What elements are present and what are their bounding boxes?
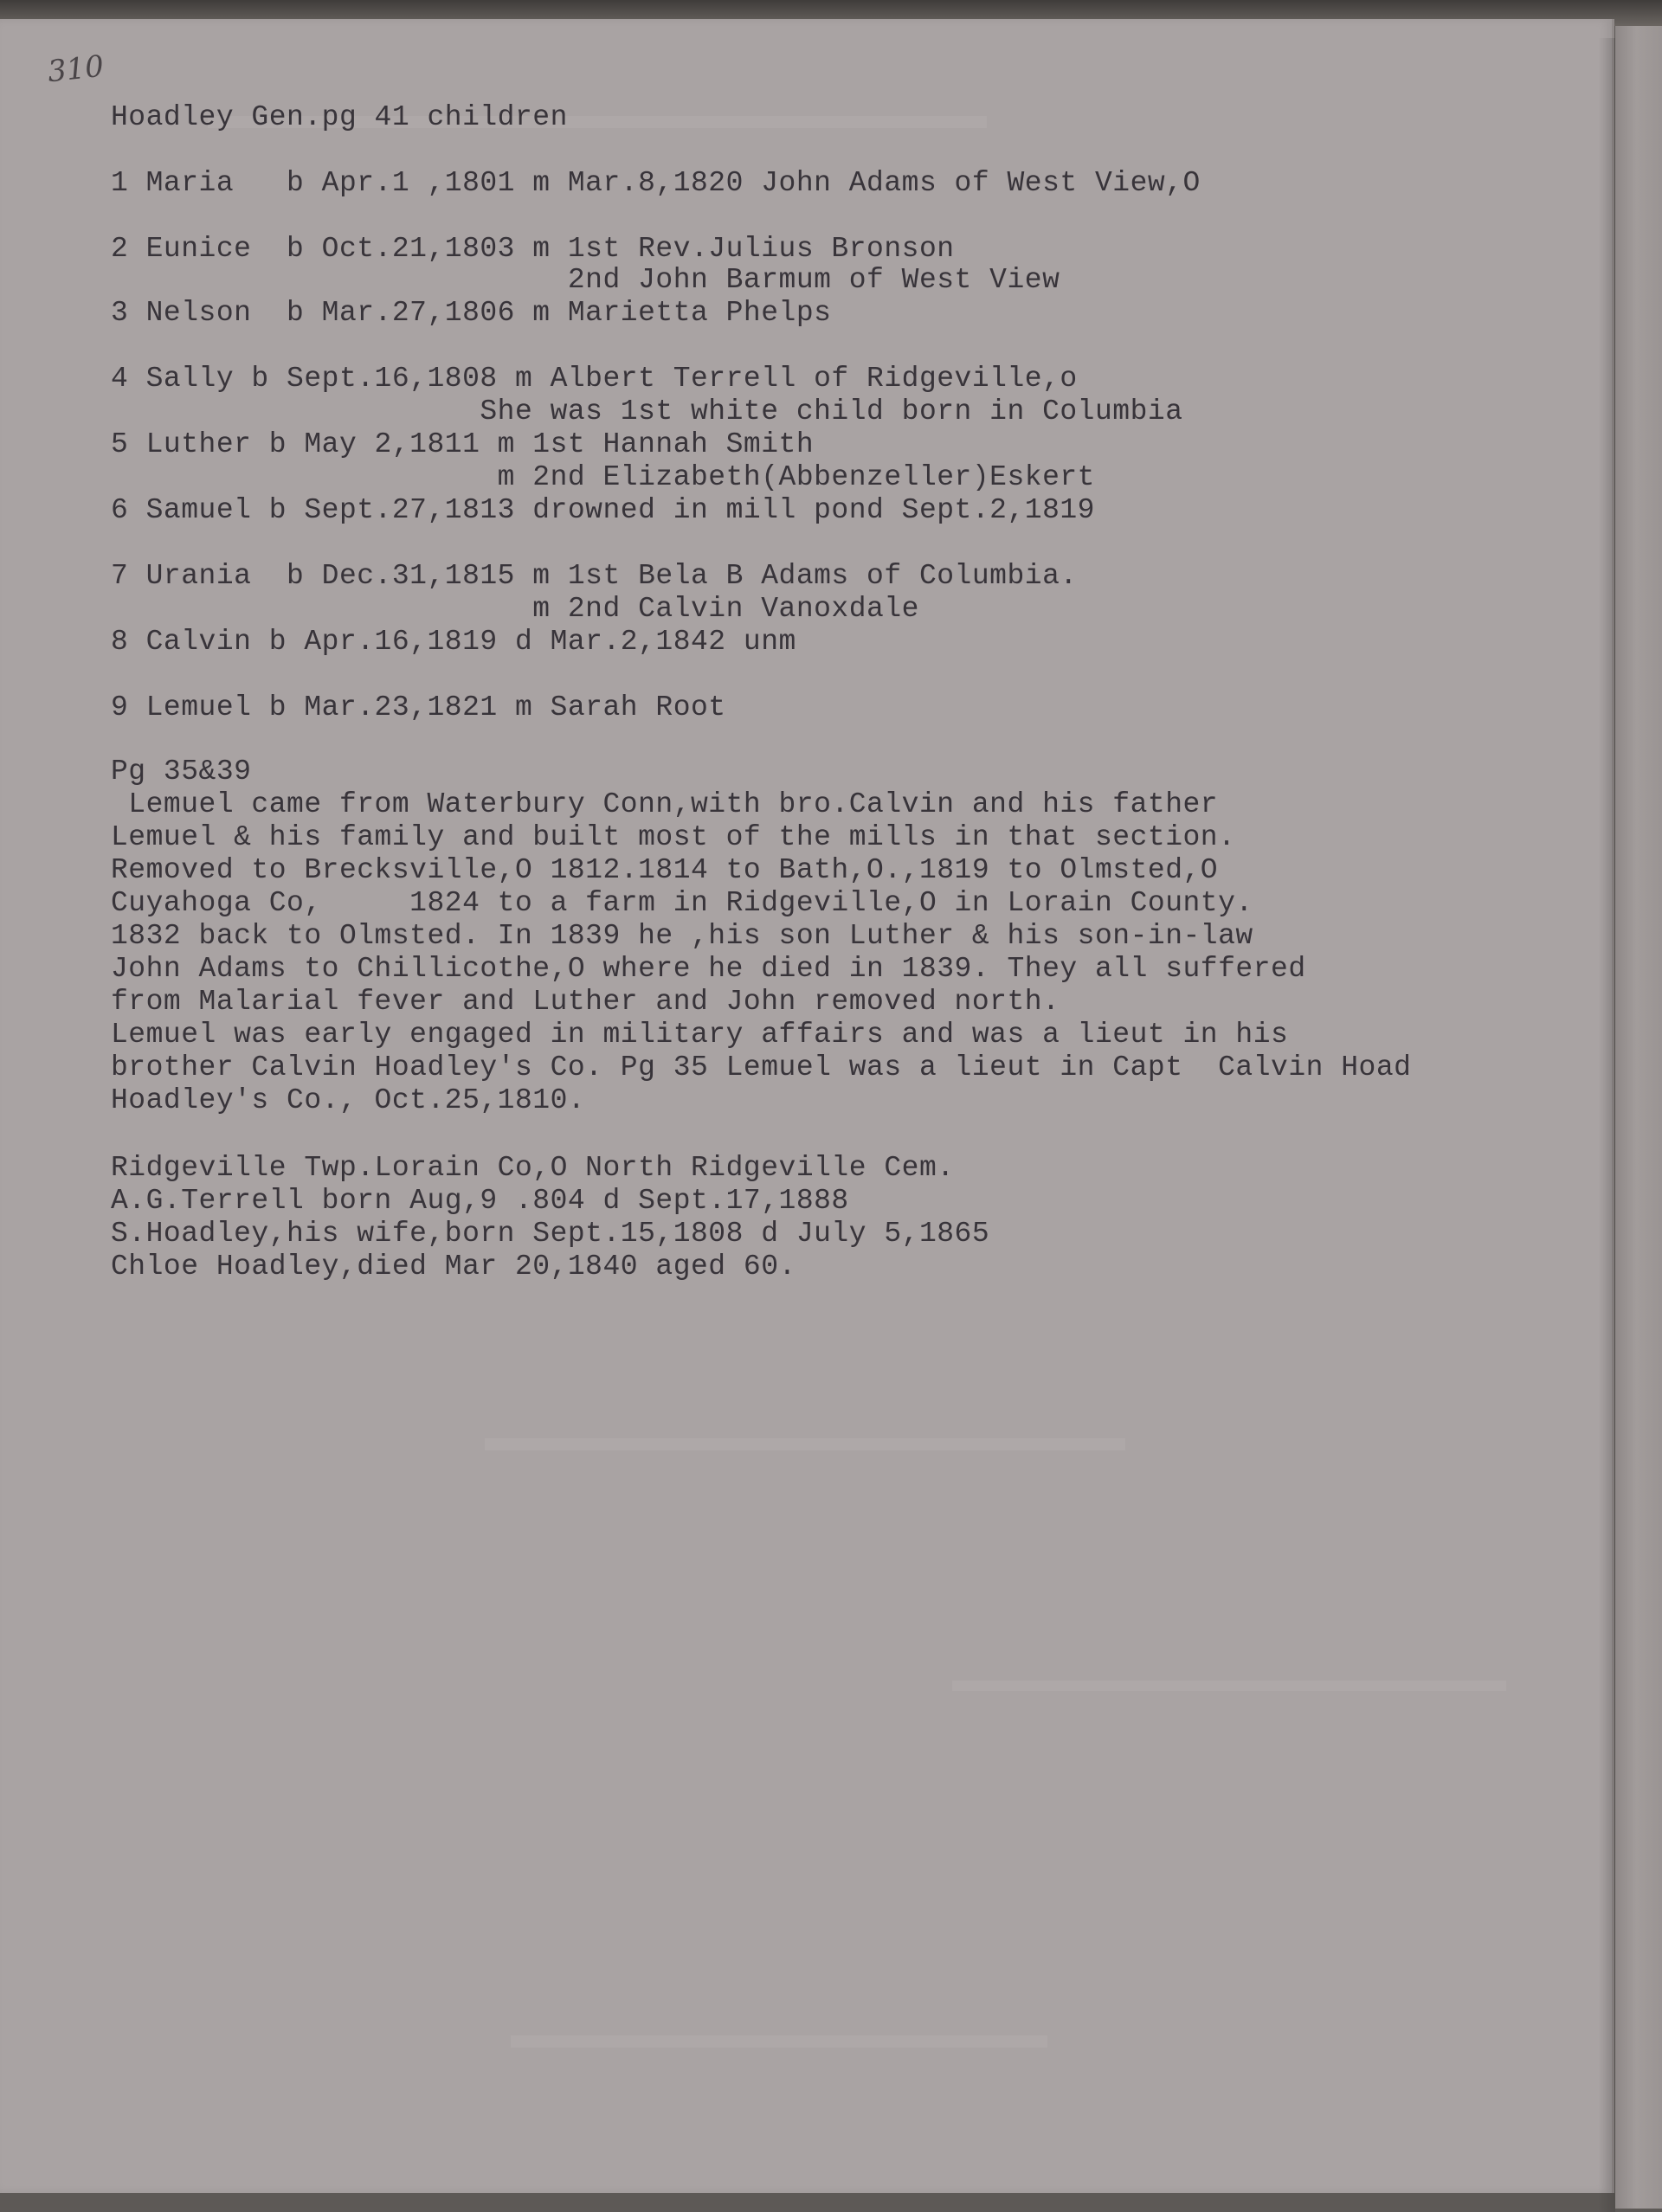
notes-line: Removed to Brecksville,O 1812.1814 to Bath,O.,1819 to Olmsted,O <box>111 854 1219 886</box>
child-entry: 1 Maria b Apr.1 ,1801 m Mar.8,1820 John Adams of West View,O <box>111 167 1201 199</box>
notes-line: brother Calvin Hoadley's Co. Pg 35 Lemuel was a lieut in Capt Calvin Hoad <box>111 1051 1412 1083</box>
child-entry: 8 Calvin b Apr.16,1819 d Mar.2,1842 unm <box>111 626 796 658</box>
notes-line: Hoadley's Co., Oct.25,1810. <box>111 1084 586 1116</box>
child-entry-continued: m 2nd Elizabeth(Abbenzeller)Eskert <box>111 461 1095 493</box>
child-entry-continued: m 2nd Calvin Vanoxdale <box>111 593 919 625</box>
notes-line: John Adams to Chillicothe,O where he died in 1839. They all suffered <box>111 953 1306 985</box>
cemetery-entry: S.Hoadley,his wife,born Sept.15,1808 d July 5,1865 <box>111 1218 990 1250</box>
child-entry-continued: She was 1st white child born in Columbia <box>111 395 1183 428</box>
bleed-through-mark <box>952 1681 1506 1691</box>
notes-reference: Pg 35&39 <box>111 756 252 788</box>
page-gutter-shadow <box>1598 38 1615 2212</box>
bleed-through-mark <box>511 2035 1047 2048</box>
child-entry: 6 Samuel b Sept.27,1813 drowned in mill pond Sept.2,1819 <box>111 494 1095 526</box>
notes-line: 1832 back to Olmsted. In 1839 he ,his son Luther & his son-in-law <box>111 920 1253 952</box>
cemetery-entry: A.G.Terrell born Aug,9 .804 d Sept.17,1888 <box>111 1185 849 1217</box>
child-entry: 5 Luther b May 2,1811 m 1st Hannah Smith <box>111 428 815 460</box>
next-page-edge <box>1615 26 1662 2209</box>
child-entry: 9 Lemuel b Mar.23,1821 m Sarah Root <box>111 691 726 723</box>
cemetery-entry: Chloe Hoadley,died Mar 20,1840 aged 60. <box>111 1251 796 1283</box>
notes-line: Cuyahoga Co, 1824 to a farm in Ridgeville,O in Lorain County. <box>111 887 1253 919</box>
notes-line: Lemuel came from Waterbury Conn,with bro.Calvin and his father <box>111 788 1219 820</box>
record-heading: Hoadley Gen.pg 41 children <box>111 101 568 133</box>
document-page <box>0 19 1614 2193</box>
notes-line: Lemuel was early engaged in military affairs and was a lieut in his <box>111 1019 1289 1051</box>
notes-line: Lemuel & his family and built most of the mills in that section. <box>111 821 1236 853</box>
child-entry: 2 Eunice b Oct.21,1803 m 1st Rev.Julius Bronson <box>111 233 955 265</box>
cemetery-heading: Ridgeville Twp.Lorain Co,O North Ridgeville Cem. <box>111 1152 955 1184</box>
child-entry: 4 Sally b Sept.16,1808 m Albert Terrell of Ridgeville,o <box>111 363 1078 395</box>
child-entry: 3 Nelson b Mar.27,1806 m Marietta Phelps <box>111 297 832 329</box>
child-entry-continued: 2nd John Barmum of West View <box>111 264 1060 296</box>
notes-line: from Malarial fever and Luther and John removed north. <box>111 986 1060 1018</box>
handwritten-page-number: 310 <box>46 48 106 90</box>
bleed-through-mark <box>485 1438 1125 1450</box>
child-entry: 7 Urania b Dec.31,1815 m 1st Bela B Adams of Columbia. <box>111 560 1078 592</box>
